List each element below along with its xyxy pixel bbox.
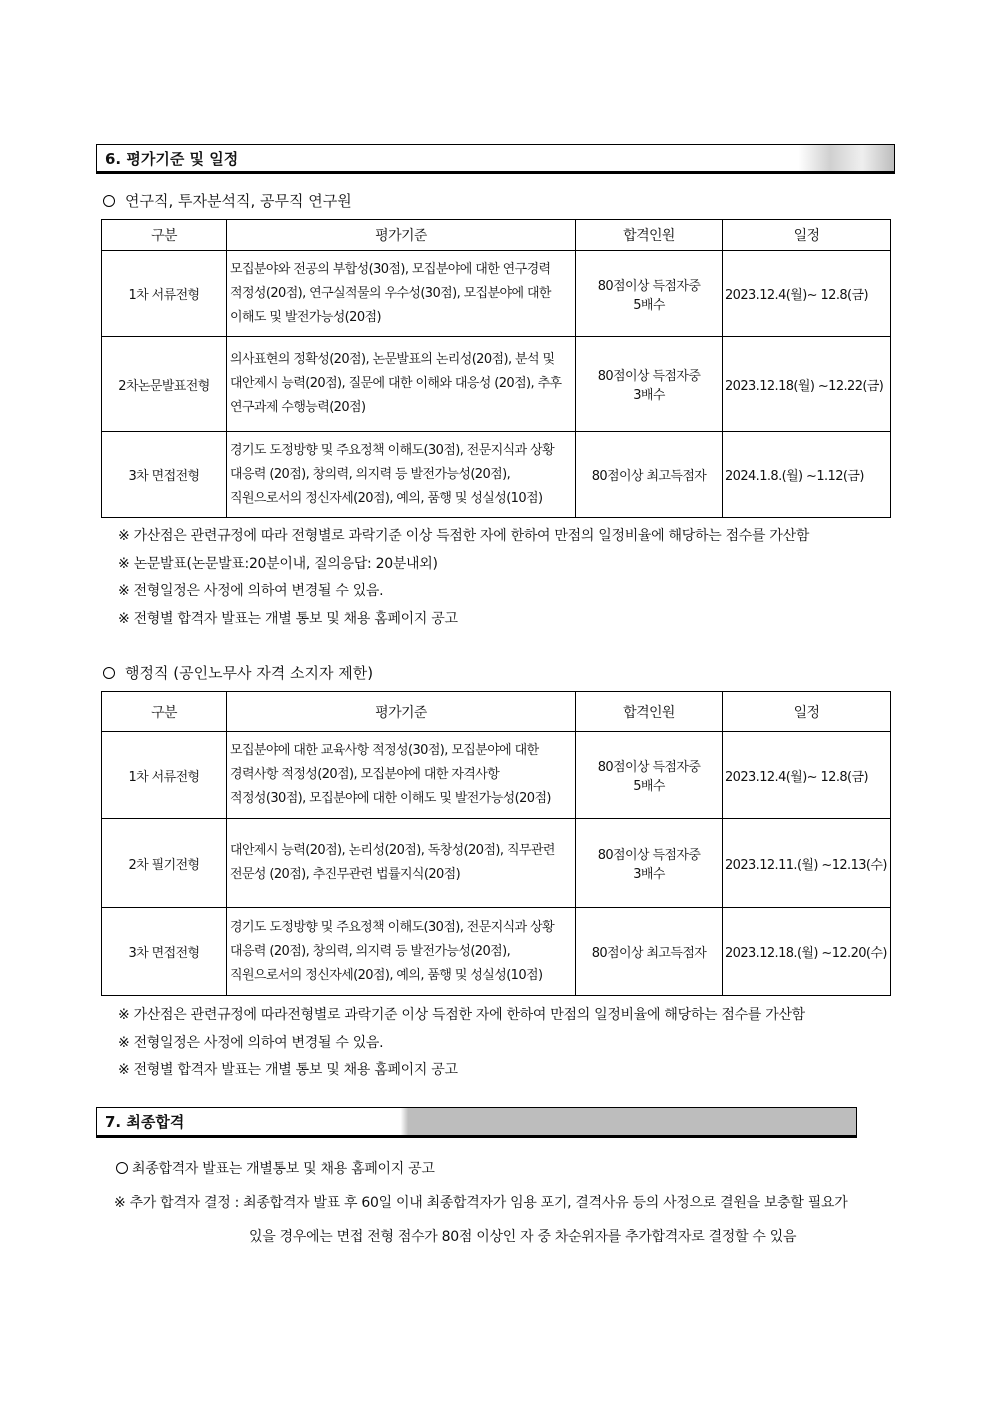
pass-line: 3배수 [633,867,665,882]
additional-pass-note: ※ 추가 합격자 결정 : 최종합격자 발표 후 60일 이내 최종합격자가 임용 포기, 결격사유 등의 사정으로 결원을 보충할 필요가 [114,1195,848,1211]
pass-line: 80점이상 득점자중 [597,369,701,384]
criteria-line: 모집분야와 전공의 부합성(30점), 모집분야에 대한 연구경력 [230,261,551,277]
schedule-cell: 2023.12.4(월)~ 12.8(금) [723,732,891,819]
schedule-cell: 2024.1.8.(월) ~1.12(금) [723,432,891,518]
schedule-cell: 2023.12.18(월) ~12.22(금) [723,337,891,432]
schedule-cell: 2023.12.4(월)~ 12.8(금) [723,251,891,337]
table-row [102,908,891,996]
stage-cell: 1차 서류전형 [102,251,227,337]
header-pass: 합격인원 [576,692,723,732]
criteria-line: 대안제시 능력(20점), 논리성(20점), 독창성(20점), 직무관련 [230,843,555,858]
criteria-cell [227,908,576,996]
note-line: ※ 논문발표(논문발표:20분이내, 질의응답: 20분내외) [118,555,438,572]
circle-bullet-icon [103,195,115,207]
pass-cell [576,337,723,432]
schedule-cell: 2023.12.18.(월) ~12.20(수) [723,908,891,996]
pass-cell [576,432,723,518]
stage-cell: 2차 필기전형 [102,819,227,908]
criteria-line: 직원으로서의 정신자세(20점), 예의, 품행 및 성실성(10점) [230,967,543,983]
criteria-line: 경력사항 적정성(20점), 모집분야에 대한 자격사항 [230,767,500,782]
circle-bullet-icon [103,667,115,679]
stage-cell: 1차 서류전형 [102,732,227,819]
pass-line: 5배수 [633,297,665,313]
criteria-line: 경기도 도정방향 및 주요정책 이해도(30점), 전문지식과 상황 [230,919,555,935]
pass-line: 80점이상 득점자중 [597,848,701,863]
section-6-header [96,144,895,174]
criteria-line: 대응력 (20점), 창의력, 의지력 등 발전가능성(20점), [230,943,511,959]
header-criteria: 평가기준 [227,692,576,732]
criteria-cell [227,819,576,908]
note-line: ※ 전형일정은 사정에 의하여 변경될 수 있음. [118,1034,384,1051]
criteria-line: 직원으로서의 정신자세(20점), 예의, 품행 및 성실성(10점) [230,490,543,506]
criteria-line: 적정성(30점), 모집분야에 대한 이해도 및 발전가능성(20점) [230,791,551,806]
criteria-line: 이해도 및 발전가능성(20점) [230,309,381,325]
criteria-line: 적정성(20점), 연구실적물의 우수성(30점), 모집분야에 대한 [230,285,551,301]
stage-cell: 3차 면접전형 [102,908,227,996]
criteria-line: 경기도 도정방향 및 주요정책 이해도(30점), 전문지식과 상황 [230,442,555,458]
pass-line: 80점이상 득점자중 [597,760,701,775]
header-schedule: 일정 [723,692,891,732]
criteria-cell [227,432,576,518]
header-stage: 구분 [102,220,227,251]
circle-bullet-icon [116,1162,128,1174]
table-row [102,251,891,337]
section-7-header [96,1107,857,1138]
note-line: ※ 가산점은 관련규정에 따라 전형별로 과락기준 이상 득점한 자에 한하여 만점의 일정비율에 해당하는 점수를 가산함 [118,528,810,544]
header-schedule: 일정 [723,220,891,251]
criteria-cell [227,251,576,337]
criteria-line: 대안제시 능력(20점), 질문에 대한 이해와 대응성 (20점), 추후 [230,376,562,391]
header-stage: 구분 [102,692,227,732]
pass-cell [576,251,723,337]
research-eval-table [101,219,891,518]
pass-cell [576,908,723,996]
header-pass: 합격인원 [576,220,723,251]
note-line: ※ 전형일정은 사정에 의하여 변경될 수 있음. [118,583,384,599]
schedule-cell: 2023.12.11.(월) ~12.13(수) [723,819,891,908]
final-announcement-text: 최종합격자 발표는 개별통보 및 채용 홈페이지 공고 [132,1161,435,1177]
pass-line: 5배수 [633,779,665,794]
note-line: ※ 전형별 합격자 발표는 개별 통보 및 채용 홈페이지 공고 [118,610,458,627]
admin-notes [118,1002,805,1085]
criteria-line: 모집분야에 대한 교육사항 적정성(30점), 모집분야에 대한 [230,743,539,758]
research-notes [118,523,809,633]
table-header-row [102,220,891,251]
pass-line: 80점이상 최고득점자 [591,469,707,484]
header-criteria: 평가기준 [227,220,576,251]
admin-eval-table [101,691,891,996]
additional-pass-note-cont: 있을 경우에는 면접 전형 점수가 80점 이상인 자 중 차순위자를 추가합격자로 결정할 수 있음 [249,1229,797,1245]
pass-cell [576,732,723,819]
pass-line: 3배수 [633,388,665,403]
criteria-line: 전문성 (20점), 추진무관련 법률지식(20점) [230,867,461,882]
table-row [102,432,891,518]
note-line: ※ 전형별 합격자 발표는 개별 통보 및 채용 홈페이지 공고 [118,1062,458,1078]
stage-cell: 3차 면접전형 [102,432,227,518]
stage-cell: 2차논문발표전형 [102,337,227,432]
section-6-title: 6. 평가기준 및 일정 [105,149,239,168]
pass-line: 80점이상 최고득점자 [591,946,707,961]
criteria-line: 의사표현의 정확성(20점), 논문발표의 논리성(20점), 분석 및 [230,352,555,367]
note-line: ※ 가산점은 관련규정에 따라전형별로 과락기준 이상 득점한 자에 한하여 만점의 일정비율에 해당하는 점수를 가산함 [118,1007,805,1023]
admin-heading [103,662,373,683]
criteria-cell [227,732,576,819]
final-announcement [116,1158,435,1178]
criteria-line: 연구과제 수행능력(20점) [230,400,366,415]
pass-line: 80점이상 득점자중 [597,278,701,294]
criteria-cell [227,337,576,432]
table-row [102,337,891,432]
criteria-line: 대응력 (20점), 창의력, 의지력 등 발전가능성(20점), [230,466,511,482]
section-7-title: 7. 최종합격 [105,1113,185,1131]
pass-cell [576,819,723,908]
research-heading [103,190,352,211]
table-header-row [102,692,891,732]
table-row [102,819,891,908]
table-row [102,732,891,819]
research-heading-text: 연구직, 투자분석직, 공무직 연구원 [125,192,352,210]
admin-heading-text: 행정직 (공인노무사 자격 소지자 제한) [125,664,374,682]
